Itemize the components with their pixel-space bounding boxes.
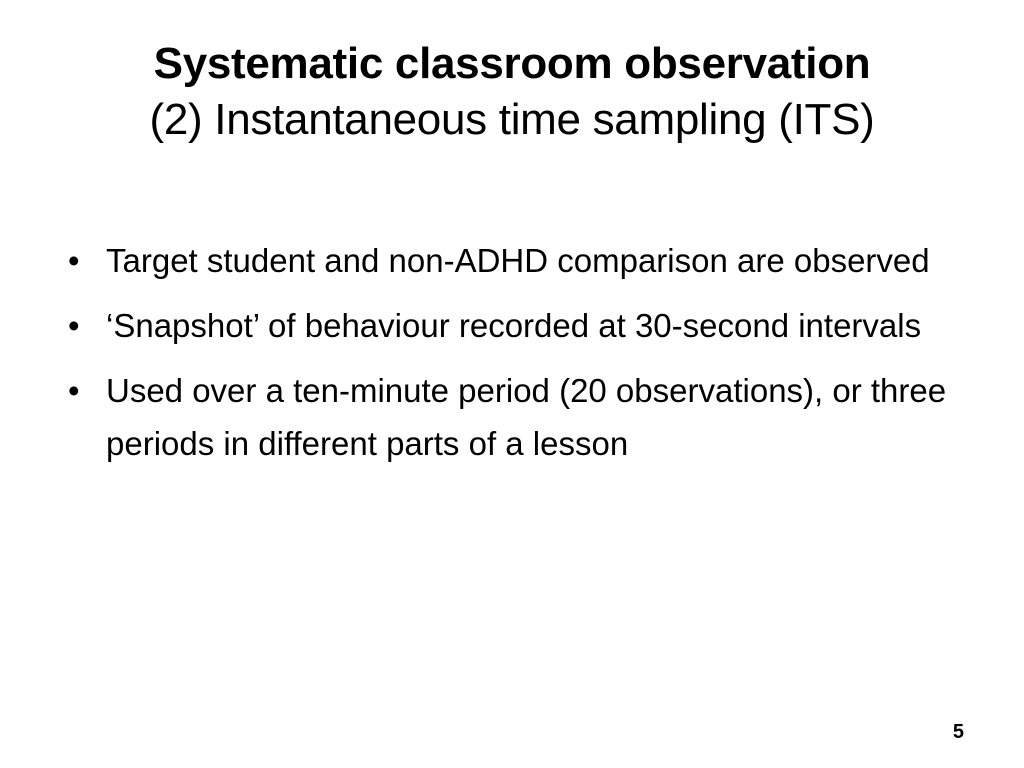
bullet-text: Used over a ten-minute period (20 observations), or three periods in different parts of a lesson <box>106 372 947 462</box>
bullet-point-icon: • <box>68 372 80 409</box>
page-number: 5 <box>952 721 964 743</box>
bullet-item <box>68 364 968 470</box>
slide-title-block <box>40 36 984 148</box>
bullet-list <box>68 234 968 482</box>
bullet-text: ‘Snapshot’ of behaviour recorded at 30-second intervals <box>106 307 922 344</box>
slide-subtitle: (2) Instantaneous time sampling (ITS) <box>149 95 875 144</box>
slide-title: Systematic classroom observation <box>153 39 871 88</box>
bullet-point-icon: • <box>68 242 80 279</box>
bullet-item <box>68 234 968 287</box>
bullet-item <box>68 299 968 352</box>
bullet-text: Target student and non-ADHD comparison are observed <box>106 242 930 279</box>
bullet-point-icon: • <box>68 307 80 344</box>
